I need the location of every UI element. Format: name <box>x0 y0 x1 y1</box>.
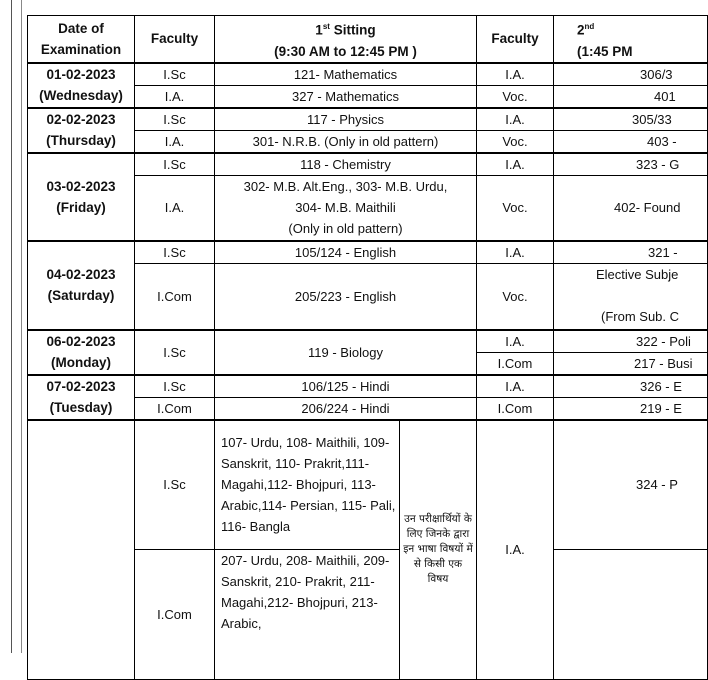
table-row <box>28 375 708 398</box>
faculty-cell: I.A. <box>477 330 554 353</box>
header-sitting-1: 1st Sitting (9:30 AM to 12:45 PM ) <box>215 16 477 63</box>
subject-cell: 326 - E <box>554 375 708 398</box>
subject-cell <box>554 550 708 680</box>
faculty-cell: I.A. <box>477 375 554 398</box>
exam-date-cell: 04-02-2023 (Saturday) <box>28 241 135 330</box>
faculty-cell: I.Com <box>135 550 215 680</box>
faculty-cell: I.Sc <box>135 375 215 398</box>
table-row <box>28 108 708 131</box>
subject-cell: 305/33 <box>554 108 708 131</box>
subject-cell: 119 - Biology <box>215 330 477 375</box>
faculty-cell: I.Sc <box>135 153 215 176</box>
faculty-cell: I.A. <box>135 85 215 108</box>
faculty-cell: I.A. <box>477 241 554 264</box>
subject-cell: 323 - G <box>554 153 708 176</box>
exam-date-cell: 03-02-2023 (Friday) <box>28 153 135 242</box>
faculty-cell: Voc. <box>477 264 554 330</box>
subject-cell: 321 - <box>554 241 708 264</box>
subject-cell: 117 - Physics <box>215 108 477 131</box>
faculty-cell: I.A. <box>477 153 554 176</box>
faculty-cell: I.Com <box>135 264 215 330</box>
table-row <box>28 63 708 86</box>
subject-cell: 322 - Poli <box>554 330 708 353</box>
subject-cell: 402- Found <box>554 175 708 241</box>
subject-cell: 324 - P <box>554 420 708 550</box>
page-margin-line <box>11 0 12 653</box>
exam-date-cell: 06-02-2023 (Monday) <box>28 330 135 375</box>
faculty-cell: I.A. <box>477 63 554 86</box>
faculty-cell: I.Sc <box>135 108 215 131</box>
hindi-note-cell: उन परीक्षार्थियों के लिए जिनके द्वारा इन भाषा विषयों में से किसी एक विषय <box>400 420 477 680</box>
faculty-cell: I.A. <box>135 175 215 241</box>
subject-cell: 107- Urdu, 108- Maithili, 109- Sanskrit, 110- Prakrit,111- Magahi,112- Bhojpuri, 113- Arabic,114- Persian, 115- Pali, 116- Bangla <box>215 420 400 550</box>
subject-cell: 306/3 <box>554 63 708 86</box>
table-row <box>28 420 708 550</box>
faculty-cell: I.Com <box>477 352 554 375</box>
subject-cell: 403 - <box>554 130 708 153</box>
faculty-cell: I.A. <box>477 108 554 131</box>
faculty-cell: Voc. <box>477 85 554 108</box>
subject-cell: Elective Subje (From Sub. C <box>554 264 708 330</box>
subject-cell: 217 - Busi <box>554 352 708 375</box>
exam-date-cell: 02-02-2023 (Thursday) <box>28 108 135 153</box>
subject-cell: 401 <box>554 85 708 108</box>
subject-cell: 301- N.R.B. (Only in old pattern) <box>215 130 477 153</box>
faculty-cell: I.Com <box>135 397 215 420</box>
subject-cell: 121- Mathematics <box>215 63 477 86</box>
page-margin-line-inner <box>21 0 22 653</box>
header-faculty-1: Faculty <box>135 16 215 63</box>
faculty-cell: Voc. <box>477 175 554 241</box>
faculty-cell: I.Sc <box>135 63 215 86</box>
table-row <box>28 241 708 264</box>
exam-date-cell: 07-02-2023 (Tuesday) <box>28 375 135 420</box>
faculty-cell: I.Com <box>477 397 554 420</box>
header-date: Date of Examination <box>28 16 135 63</box>
table-row <box>28 330 708 353</box>
header-sitting-2: 2nd (1:45 PM <box>554 16 708 63</box>
faculty-cell: I.A. <box>477 420 554 680</box>
subject-cell: 219 - E <box>554 397 708 420</box>
subject-cell: 206/224 - Hindi <box>215 397 477 420</box>
header-faculty-2: Faculty <box>477 16 554 63</box>
subject-cell: 118 - Chemistry <box>215 153 477 176</box>
faculty-cell: I.Sc <box>135 330 215 375</box>
subject-cell: 106/125 - Hindi <box>215 375 477 398</box>
subject-cell: 105/124 - English <box>215 241 477 264</box>
subject-cell: 205/223 - English <box>215 264 477 330</box>
faculty-cell: I.A. <box>135 130 215 153</box>
exam-schedule-table <box>27 15 708 680</box>
subject-cell: 207- Urdu, 208- Maithili, 209- Sanskrit, 210- Prakrit, 211- Magahi,212- Bhojpuri, 213- Arabic, <box>215 550 400 680</box>
subject-cell: 302- M.B. Alt.Eng., 303- M.B. Urdu, 304- M.B. Maithili (Only in old pattern) <box>215 175 477 241</box>
exam-date-cell <box>28 420 135 680</box>
subject-cell: 327 - Mathematics <box>215 85 477 108</box>
faculty-cell: I.Sc <box>135 241 215 264</box>
faculty-cell: I.Sc <box>135 420 215 550</box>
exam-date-cell: 01-02-2023 (Wednesday) <box>28 63 135 108</box>
header-row <box>28 16 708 63</box>
table-row <box>28 153 708 176</box>
faculty-cell: Voc. <box>477 130 554 153</box>
